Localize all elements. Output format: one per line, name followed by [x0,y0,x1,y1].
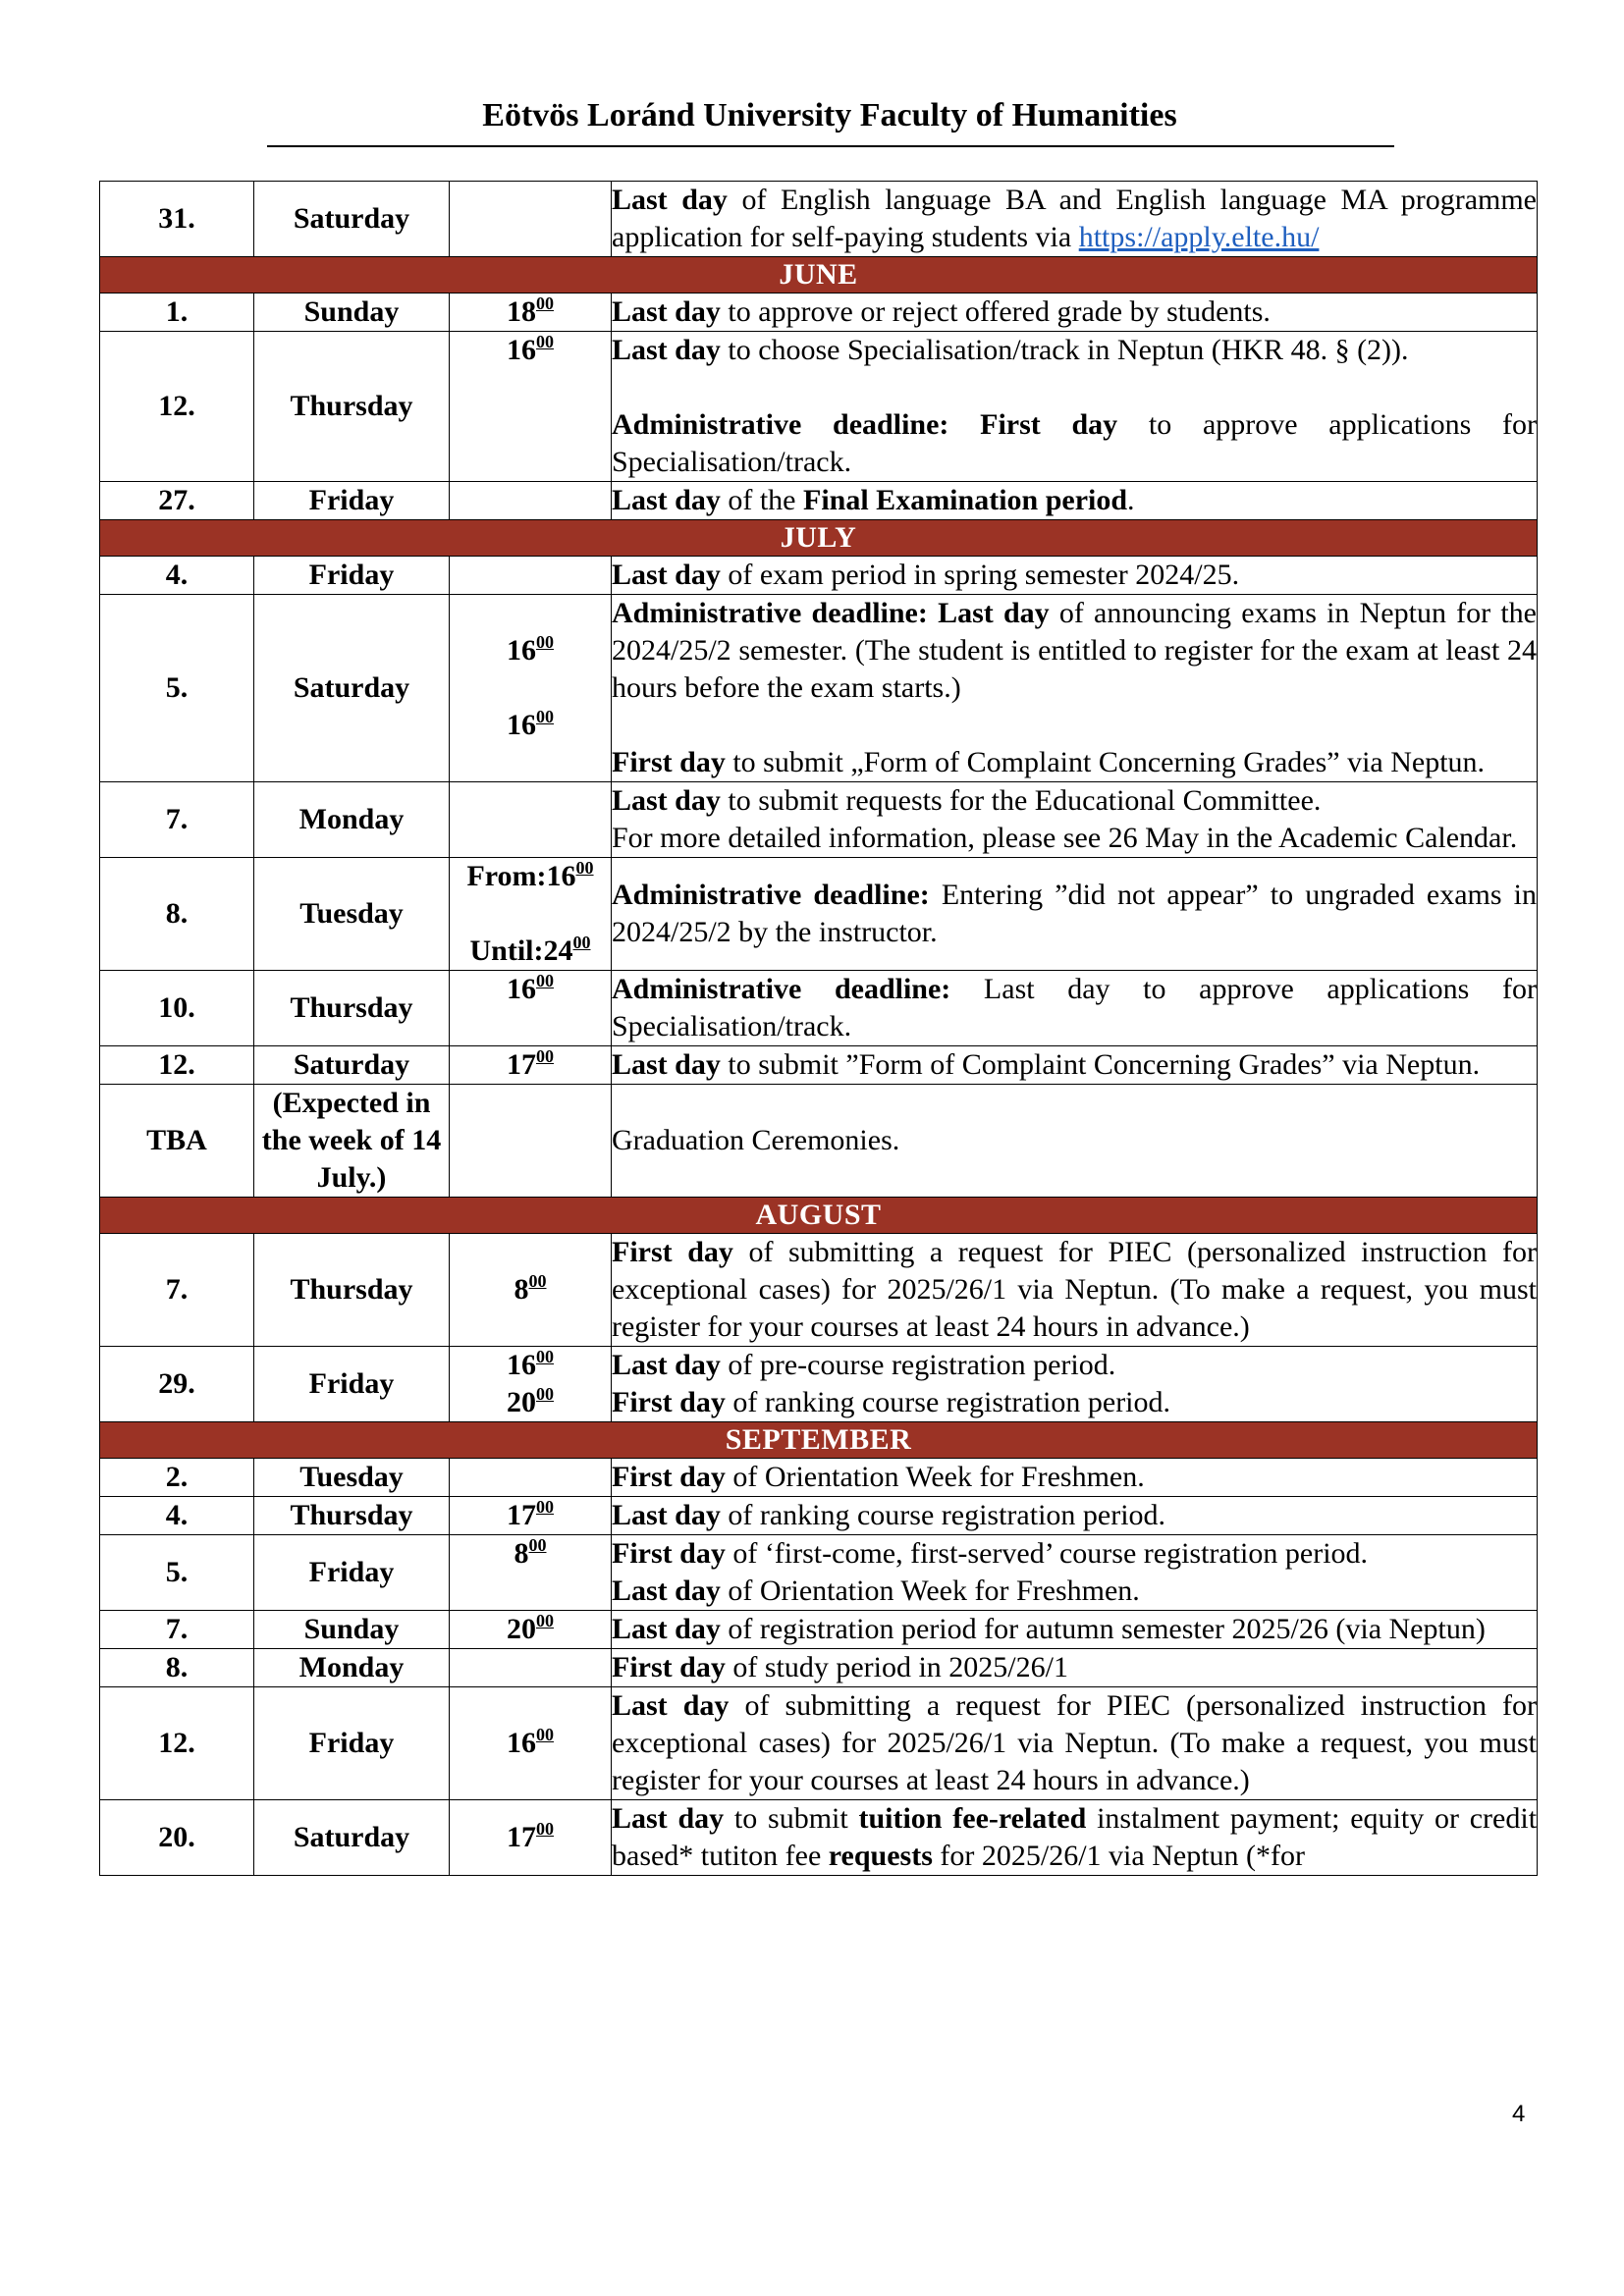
description-text: to submit ”Form of Complaint Concerning Grades” via Neptun. [720,1048,1481,1081]
academic-calendar-table [99,181,1538,1876]
entry-description [612,782,1538,858]
time-value [450,1046,611,1084]
description-paragraph [612,820,1537,857]
description-text: of ‘first-come, first-served’ course registration period. [725,1537,1369,1570]
entry-time [450,782,612,858]
page-number: 4 [1512,2101,1526,2127]
emphasis-text: Last day [612,1349,721,1381]
description-paragraph [612,595,1537,707]
description-text: of ranking course registration period. [720,1499,1166,1531]
entry-time [450,1085,612,1198]
emphasis-text: First day [612,1461,726,1493]
time-value [450,1819,611,1856]
description-text: to approve applications for Specialisation/track. [612,408,1537,478]
entry-weekday: Thursday [254,971,450,1046]
emphasis-text: First day [612,1537,726,1570]
emphasis-text: Last day [612,295,721,328]
time-hour: 8 [514,1537,529,1570]
entry-date-number: 31. [100,182,254,257]
entry-date-number: 29. [100,1347,254,1422]
time-hour: 16 [507,634,536,667]
entry-weekday: Tuesday [254,858,450,971]
entry-date-number: 8. [100,1649,254,1687]
calendar-entry-row [100,858,1538,971]
calendar-entry-row [100,782,1538,858]
entry-time [450,1687,612,1800]
time-hour: 16 [507,973,536,1005]
time-minute: 00 [536,1384,554,1404]
time-value [450,971,611,1008]
description-paragraph [612,1687,1537,1799]
entry-time [450,1046,612,1085]
description-text: of exam period in spring semester 2024/25. [720,559,1240,591]
description-paragraph [612,182,1537,256]
entry-weekday: Saturday [254,1046,450,1085]
time-value [450,332,611,369]
calendar-entry-row [100,482,1538,520]
entry-weekday: Friday [254,1535,450,1611]
time-hour: 16 [507,1349,536,1381]
month-label: AUGUST [100,1198,1538,1234]
entry-time [450,182,612,257]
calendar-entry-row [100,1085,1538,1198]
description-text: of pre-course registration period. [720,1349,1116,1381]
entry-description [612,1649,1538,1687]
time-value [450,1535,611,1573]
description-text: instalment payment; equity or credit based* tutiton fee [612,1802,1538,1872]
time-minute: 00 [528,1535,547,1555]
emphasis-text: Administrative deadline: [612,879,930,911]
calendar-entry-row [100,557,1538,595]
entry-time [450,1800,612,1876]
description-text: for 2025/26/1 via Neptun (*for [932,1840,1305,1872]
entry-date-number: 27. [100,482,254,520]
time-minute: 00 [536,332,554,351]
entry-weekday: Tuesday [254,1459,450,1497]
emphasis-text: Last day [612,1499,721,1531]
description-text: to submit requests for the Educational Committee. [720,784,1322,817]
time-prefix: From: [466,860,547,892]
entry-date-number: 5. [100,595,254,782]
month-header-row [100,520,1538,557]
description-text: of study period in 2025/26/1 [725,1651,1068,1683]
entry-date-number: 12. [100,332,254,482]
emphasis-text: Last day [612,1802,725,1835]
description-text: of registration period for autumn semester 2025/26 (via Neptun) [720,1613,1486,1645]
calendar-entry-row [100,1347,1538,1422]
entry-description [612,1687,1538,1800]
time-value [450,1725,611,1762]
entry-time [450,858,612,971]
description-paragraph [612,406,1537,481]
entry-weekday: Saturday [254,1800,450,1876]
entry-description [612,1085,1538,1198]
month-label: SEPTEMBER [100,1422,1538,1459]
time-hour: 20 [507,1386,536,1418]
entry-weekday: Sunday [254,294,450,332]
entry-date-number: 1. [100,294,254,332]
time-hour: 17 [507,1499,536,1531]
description-text: of ranking course registration period. [725,1386,1171,1418]
time-minute: 00 [536,971,554,990]
entry-weekday: Monday [254,1649,450,1687]
entry-description [612,332,1538,482]
description-text: of the [720,484,803,516]
emphasis-text: First day [612,1236,733,1268]
entry-time [450,332,612,482]
header-rule [267,145,1394,147]
page-header-title: Eötvös Loránd University Faculty of Humanities [482,97,1177,133]
description-paragraph [612,877,1537,951]
time-hour: 16 [507,334,536,366]
apply-link[interactable]: https://apply.elte.hu/ [1078,221,1320,253]
calendar-entry-row [100,332,1538,482]
time-minute: 00 [536,632,554,652]
time-value [450,294,611,331]
entry-weekday: Monday [254,782,450,858]
time-hour: 24 [543,934,573,967]
calendar-entry-row [100,294,1538,332]
entry-time [450,1497,612,1535]
description-paragraph [612,971,1537,1045]
calendar-entry-row [100,1046,1538,1085]
time-value [450,1611,611,1648]
entry-description [612,294,1538,332]
description-paragraph [612,482,1537,519]
emphasis-text: Last day [612,1048,721,1081]
calendar-entry-row [100,971,1538,1046]
emphasis-text: Administrative deadline: [612,973,951,1005]
calendar-entry-row [100,1234,1538,1347]
description-paragraph [612,1611,1537,1648]
entry-description [612,595,1538,782]
month-label: JULY [100,520,1538,557]
entry-time [450,1459,612,1497]
emphasis-text: Last day [612,1689,730,1722]
entry-description [612,1611,1538,1649]
description-paragraph [612,369,1537,406]
time-value [450,858,611,895]
entry-date-number: 20. [100,1800,254,1876]
entry-date-number: 2. [100,1459,254,1497]
calendar-entry-row [100,1649,1538,1687]
entry-date-number: 7. [100,1611,254,1649]
entry-description [612,1347,1538,1422]
time-minute: 00 [536,1347,554,1366]
entry-time [450,595,612,782]
description-paragraph [612,1800,1537,1875]
description-paragraph [612,1649,1537,1686]
emphasis-text: Last day [612,1575,721,1607]
description-paragraph [612,294,1537,331]
entry-date-number: 10. [100,971,254,1046]
entry-time [450,1535,612,1611]
entry-time [450,557,612,595]
description-paragraph [612,1535,1537,1573]
description-text: of English language BA and English language MA programme application for self-paying students via [612,184,1537,253]
entry-description [612,971,1538,1046]
entry-date-number: 8. [100,858,254,971]
entry-weekday: Friday [254,1347,450,1422]
time-hour: 16 [507,1727,536,1759]
entry-weekday: Friday [254,557,450,595]
description-text: to approve or reject offered grade by students. [720,295,1271,328]
entry-description [612,482,1538,520]
description-text: Last day to approve applications for Specialisation/track. [612,973,1537,1042]
entry-description [612,1234,1538,1347]
description-paragraph [612,1347,1537,1384]
entry-time [450,1347,612,1422]
entry-weekday: Sunday [254,1611,450,1649]
entry-description [612,1800,1538,1876]
description-text: . [1127,484,1135,516]
time-minute: 00 [536,1611,554,1630]
time-minute: 00 [536,1497,554,1517]
emphasis-text: Administrative deadline: First day [612,408,1118,441]
entry-time [450,1649,612,1687]
time-hour: 16 [546,860,576,892]
entry-time [450,482,612,520]
entry-date-number: 12. [100,1687,254,1800]
entry-description [612,1459,1538,1497]
time-value [450,933,611,970]
description-text: to submit „Form of Complaint Concerning Grades” via Neptun. [725,746,1486,778]
calendar-entry-row [100,1497,1538,1535]
description-paragraph [612,557,1537,594]
description-text: to submit [724,1802,859,1835]
description-paragraph [612,782,1537,820]
emphasis-text: Last day [612,484,721,516]
time-hour: 18 [507,295,536,328]
entry-description [612,858,1538,971]
description-text: of submitting a request for PIEC (personalized instruction for exceptional cases) for 2025/26/1 via Neptun. (To make a request, you must register for your courses at least 24 hours in advance.) [612,1689,1537,1796]
entry-time [450,1234,612,1347]
calendar-entry-row [100,1535,1538,1611]
entry-weekday: Thursday [254,332,450,482]
calendar-entry-row [100,182,1538,257]
time-hour: 20 [507,1613,536,1645]
description-paragraph [612,332,1537,369]
emphasis-text: First day [612,746,726,778]
entry-description [612,1046,1538,1085]
emphasis-text: Last day [612,1613,721,1645]
time-value [450,1271,611,1308]
time-hour: 16 [507,709,536,741]
entry-date-number: 7. [100,782,254,858]
emphasis-text: Administrative deadline: Last day [612,597,1050,629]
description-paragraph [612,1384,1537,1421]
month-header-row [100,1198,1538,1234]
entry-weekday: Thursday [254,1234,450,1347]
entry-date-number: 12. [100,1046,254,1085]
description-text: of announcing exams in Neptun for the 2024/25/2 semester. (The student is entitled to register for the exam at least 24 hours before the exam starts.) [612,597,1537,704]
emphasis-text: First day [612,1651,726,1683]
time-value [450,632,611,669]
time-minute: 00 [536,1046,554,1066]
emphasis-text: First day [612,1386,726,1418]
entry-time [450,1611,612,1649]
emphasis-text: Last day [612,184,728,216]
description-text: Entering ”did not appear” to ungraded exams in 2024/25/2 by the instructor. [612,879,1537,948]
description-text: to choose Specialisation/track in Neptun (HKR 48. § (2)). [720,334,1409,366]
description-paragraph [612,707,1537,744]
time-hour: 8 [514,1273,529,1306]
emphasis-text: tuition fee-related [858,1802,1087,1835]
description-paragraph [612,1234,1537,1346]
entry-description [612,1497,1538,1535]
time-minute: 00 [572,933,591,952]
entry-date-number: 7. [100,1234,254,1347]
description-paragraph [612,1046,1537,1084]
description-paragraph [612,1497,1537,1534]
entry-time [450,971,612,1046]
time-value [450,707,611,744]
time-value [450,1497,611,1534]
entry-weekday: Saturday [254,182,450,257]
month-label: JUNE [100,257,1538,294]
emphasis-text: Last day [612,334,721,366]
emphasis-text: Final Examination period [803,484,1128,516]
month-header-row [100,1422,1538,1459]
entry-description [612,182,1538,257]
emphasis-text: Last day [612,559,721,591]
calendar-body [100,182,1538,1876]
calendar-entry-row [100,1800,1538,1876]
time-minute: 00 [575,858,594,878]
time-minute: 00 [528,1271,547,1291]
description-text: For more detailed information, please see 26 May in the Academic Calendar. [612,822,1518,854]
time-minute: 00 [536,707,554,726]
month-header-row [100,257,1538,294]
calendar-entry-row [100,1687,1538,1800]
description-paragraph [612,744,1537,781]
description-text: of submitting a request for PIEC (personalized instruction for exceptional cases) for 2025/26/1 via Neptun. (To make a request, you must register for your courses at least 24 hours in advance.) [612,1236,1538,1343]
entry-description [612,557,1538,595]
description-text: Graduation Ceremonies. [612,1124,900,1156]
description-text: of Orientation Week for Freshmen. [720,1575,1140,1607]
entry-weekday: Thursday [254,1497,450,1535]
time-hour: 17 [507,1821,536,1853]
time-minute: 00 [536,294,554,313]
time-prefix: Until: [469,934,544,967]
time-hour: 17 [507,1048,536,1081]
entry-weekday: Friday [254,1687,450,1800]
time-value [450,1347,611,1384]
description-paragraph [612,1573,1537,1610]
calendar-entry-row [100,1459,1538,1497]
description-paragraph [612,1122,1537,1159]
time-minute: 00 [536,1725,554,1744]
calendar-entry-row [100,1611,1538,1649]
entry-weekday: Friday [254,482,450,520]
description-text: of Orientation Week for Freshmen. [725,1461,1145,1493]
entry-date-number: 5. [100,1535,254,1611]
emphasis-text: Last day [612,784,721,817]
entry-date-number: 4. [100,1497,254,1535]
entry-date-number: TBA [100,1085,254,1198]
time-minute: 00 [536,1819,554,1839]
calendar-entry-row [100,595,1538,782]
emphasis-text: requests [828,1840,933,1872]
entry-date-number: 4. [100,557,254,595]
entry-weekday: (Expected in the week of 14 July.) [254,1085,450,1198]
entry-description [612,1535,1538,1611]
time-value [450,1384,611,1421]
entry-time [450,294,612,332]
entry-weekday: Saturday [254,595,450,782]
description-paragraph [612,1459,1537,1496]
